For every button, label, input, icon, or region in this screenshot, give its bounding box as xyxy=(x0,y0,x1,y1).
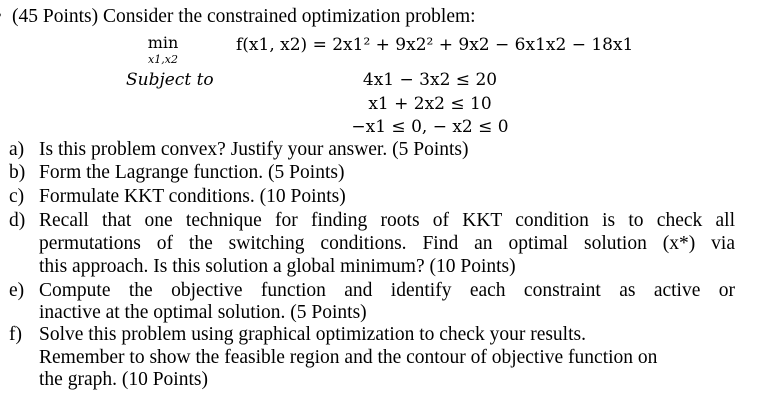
question-d-line-3: this approach. Is this solution a global minimum? (10 Points) xyxy=(39,256,516,277)
question-a-label: a) xyxy=(9,139,25,160)
question-f-line-1: Solve this problem using graphical optimization to check your results. xyxy=(39,324,586,345)
question-f-line-3: the graph. (10 Points) xyxy=(39,369,208,390)
objective-function: f(x1, x2) = 2x1² + 9x2² + 9x2 − 6x1x2 − 18x1 xyxy=(236,35,634,55)
question-d-line-1: Recall that one technique for finding roots of KKT condition is to check all xyxy=(39,210,735,231)
question-e-label: e) xyxy=(9,280,25,301)
question-a-text: Is this problem convex? Justify your answer. (5 Points) xyxy=(39,139,469,160)
subject-to-label: Subject to xyxy=(126,70,214,90)
question-f-label: f) xyxy=(9,324,22,345)
question-d-line-2: permutations of the switching conditions. Find an optimal solution (x*) via xyxy=(39,233,735,254)
min-operator: min xyxy=(147,33,179,52)
question-e-line-1: Compute the objective function and identify each constraint as active or xyxy=(39,280,735,301)
question-c-text: Formulate KKT conditions. (10 Points) xyxy=(39,186,346,207)
min-subscript: x1,x2 xyxy=(148,53,178,66)
constraint-1: 4x1 − 3x2 ≤ 20 xyxy=(362,70,498,90)
question-b-text: Form the Lagrange function. (5 Points) xyxy=(39,162,345,183)
question-c-label: c) xyxy=(9,186,25,207)
constraint-3: −x1 ≤ 0, − x2 ≤ 0 xyxy=(351,117,509,137)
question-f-line-2: Remember to show the feasible region and the contour of objective function on xyxy=(39,347,658,368)
problem-title: (45 Points) Consider the constrained optimization problem: xyxy=(12,6,476,27)
question-d-label: d) xyxy=(9,210,26,231)
question-b-label: b) xyxy=(9,162,26,183)
question-e-line-2: inactive at the optimal solution. (5 Points) xyxy=(39,302,367,323)
bullet-marker xyxy=(0,6,2,28)
constraint-2: x1 + 2x2 ≤ 10 xyxy=(368,94,492,114)
